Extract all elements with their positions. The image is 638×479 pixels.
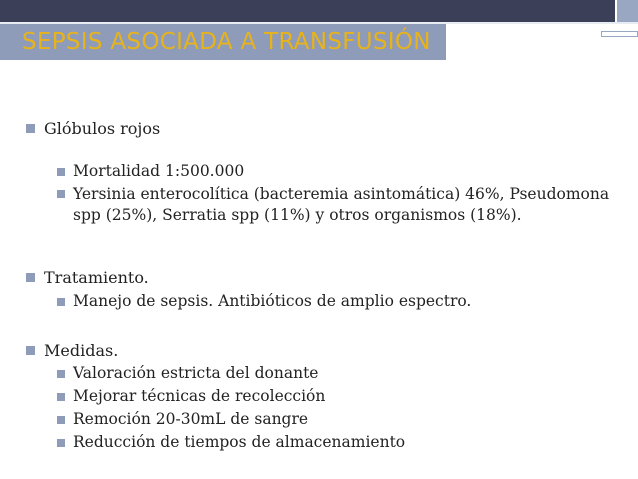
sub-bullet bbox=[57, 364, 318, 382]
square-bullet-icon bbox=[57, 298, 65, 306]
bullet-globulos-rojos bbox=[26, 119, 160, 138]
sub-bullet bbox=[57, 292, 471, 310]
square-bullet-icon bbox=[57, 439, 65, 447]
sub-bullet bbox=[57, 410, 308, 428]
sub-bullet-text: Mejorar técnicas de recolección bbox=[73, 387, 326, 405]
sub-bullet-text: Reducción de tiempos de almacenamiento bbox=[73, 433, 406, 451]
bullet-label: Tratamiento. bbox=[44, 268, 149, 287]
bullet-label: Medidas. bbox=[44, 341, 119, 360]
square-bullet-icon bbox=[57, 168, 65, 176]
sub-bullet bbox=[57, 162, 244, 180]
square-bullet-icon bbox=[26, 124, 35, 133]
bullet-medidas bbox=[26, 341, 118, 360]
bullet-tratamiento bbox=[26, 268, 149, 287]
sub-bullet-text: Mortalidad 1:500.000 bbox=[73, 162, 245, 180]
square-bullet-icon bbox=[57, 393, 65, 401]
sub-bullet-text: Yersinia enterocolítica (bacteremia asintomática) 46%, Pseudomona spp (25%), Serratia spp (11%) y otros organismos (18%). bbox=[73, 185, 610, 224]
sub-bullet-text: Manejo de sepsis. Antibióticos de amplio espectro. bbox=[73, 292, 472, 310]
sub-bullet-text: Remoción 20-30mL de sangre bbox=[73, 410, 309, 428]
square-bullet-icon bbox=[57, 190, 65, 198]
bullet-label: Glóbulos rojos bbox=[44, 119, 161, 138]
sub-bullet bbox=[57, 387, 325, 405]
square-bullet-icon bbox=[26, 273, 35, 282]
slide-title: SEPSIS ASOCIADA A TRANSFUSIÓN bbox=[22, 29, 431, 55]
sub-bullet bbox=[57, 184, 613, 226]
sub-bullet bbox=[57, 433, 405, 451]
square-bullet-icon bbox=[26, 346, 35, 355]
square-bullet-icon bbox=[57, 370, 65, 378]
sub-bullet-text: Valoración estricta del donante bbox=[73, 364, 319, 382]
square-bullet-icon bbox=[57, 416, 65, 424]
